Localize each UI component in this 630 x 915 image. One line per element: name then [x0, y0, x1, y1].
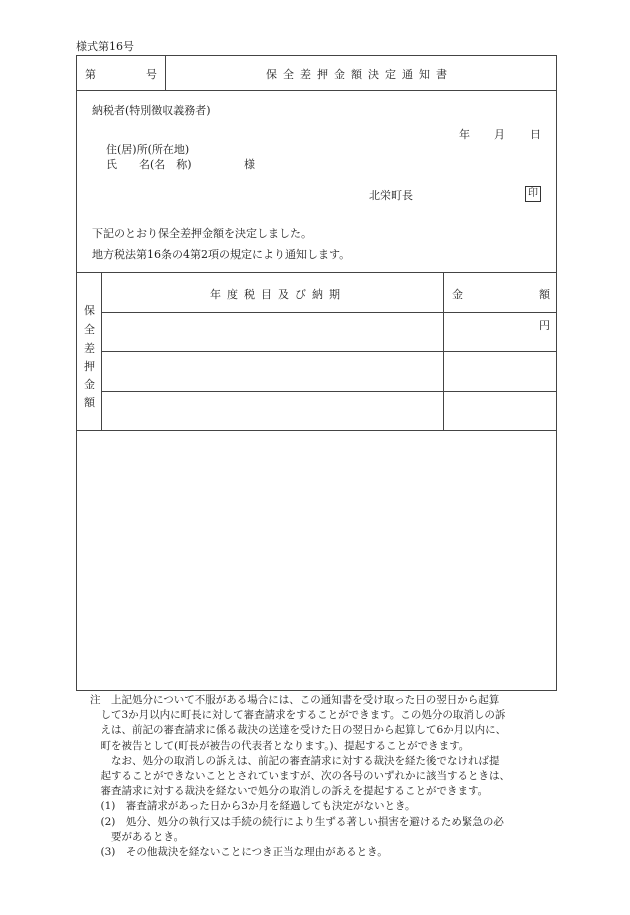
- note-line: 要があるとき。: [90, 830, 185, 843]
- seal-stamp: 印: [525, 186, 541, 202]
- issuer-name: 北栄町長: [369, 189, 413, 202]
- column-header-amount-right: 額: [539, 288, 550, 301]
- note-line: (3) その他裁決を経ないことにつき正当な理由があるとき。: [90, 846, 388, 859]
- document-title: 保全差押金額決定通知書: [266, 68, 453, 81]
- date-year-label: 年: [459, 128, 470, 141]
- note-line: なお、処分の取消しの訴えは、前記の審査請求に対する裁決を経た後でなければ提: [90, 754, 500, 767]
- taxpayer-label: 納税者(特別徴収義務者): [92, 104, 211, 117]
- note-line: 注 上記処分について不服がある場合には、この通知書を受け取った日の翌日から起算: [90, 694, 500, 706]
- note-line: えは、前記の審査請求に係る裁決の送達を受けた日の翌日から起算して6か月以内に、: [90, 724, 507, 737]
- date-day-label: 日: [530, 128, 541, 141]
- notes-block: [90, 693, 560, 860]
- note-line: 町を被告として(町長が被告の代表者となります。)、提起することができます。: [90, 739, 470, 752]
- note-line: (2) 処分、処分の執行又は手続の続行により生ずる著しい損害を避けるため緊急の必: [90, 815, 504, 828]
- date-month-label: 月: [494, 128, 505, 141]
- column-header-items: 年度税目及び納期: [210, 288, 346, 301]
- notice-text-1: 下記のとおり保全差押金額を決定しました。: [92, 227, 312, 240]
- number-label-left: 第: [85, 68, 96, 81]
- notice-text-2: 地方税法第16条の4第2項の規定により通知します。: [92, 248, 351, 261]
- column-header-amount-left: 金: [452, 288, 463, 301]
- honorific: 様: [244, 158, 255, 171]
- number-label-right: 号: [146, 68, 157, 81]
- note-line: して3か月以内に町長に対して審査請求をすることができます。この処分の取消しの訴: [90, 709, 506, 722]
- yen-unit: 円: [539, 319, 550, 332]
- address-label: 住(居)所(所在地): [106, 143, 190, 156]
- note-line: 審査請求に対する裁決を経ないで処分の取消しの訴えを提起することができます。: [90, 785, 489, 798]
- form-number: 様式第16号: [76, 40, 134, 53]
- name-label: 氏 名(名 称): [106, 158, 192, 171]
- note-line: 起することができないこととされていますが、次の各号のいずれかに該当するときは、: [90, 770, 510, 783]
- note-line: (1) 審査請求があった日から3か月を経過しても決定がないとき。: [90, 800, 416, 813]
